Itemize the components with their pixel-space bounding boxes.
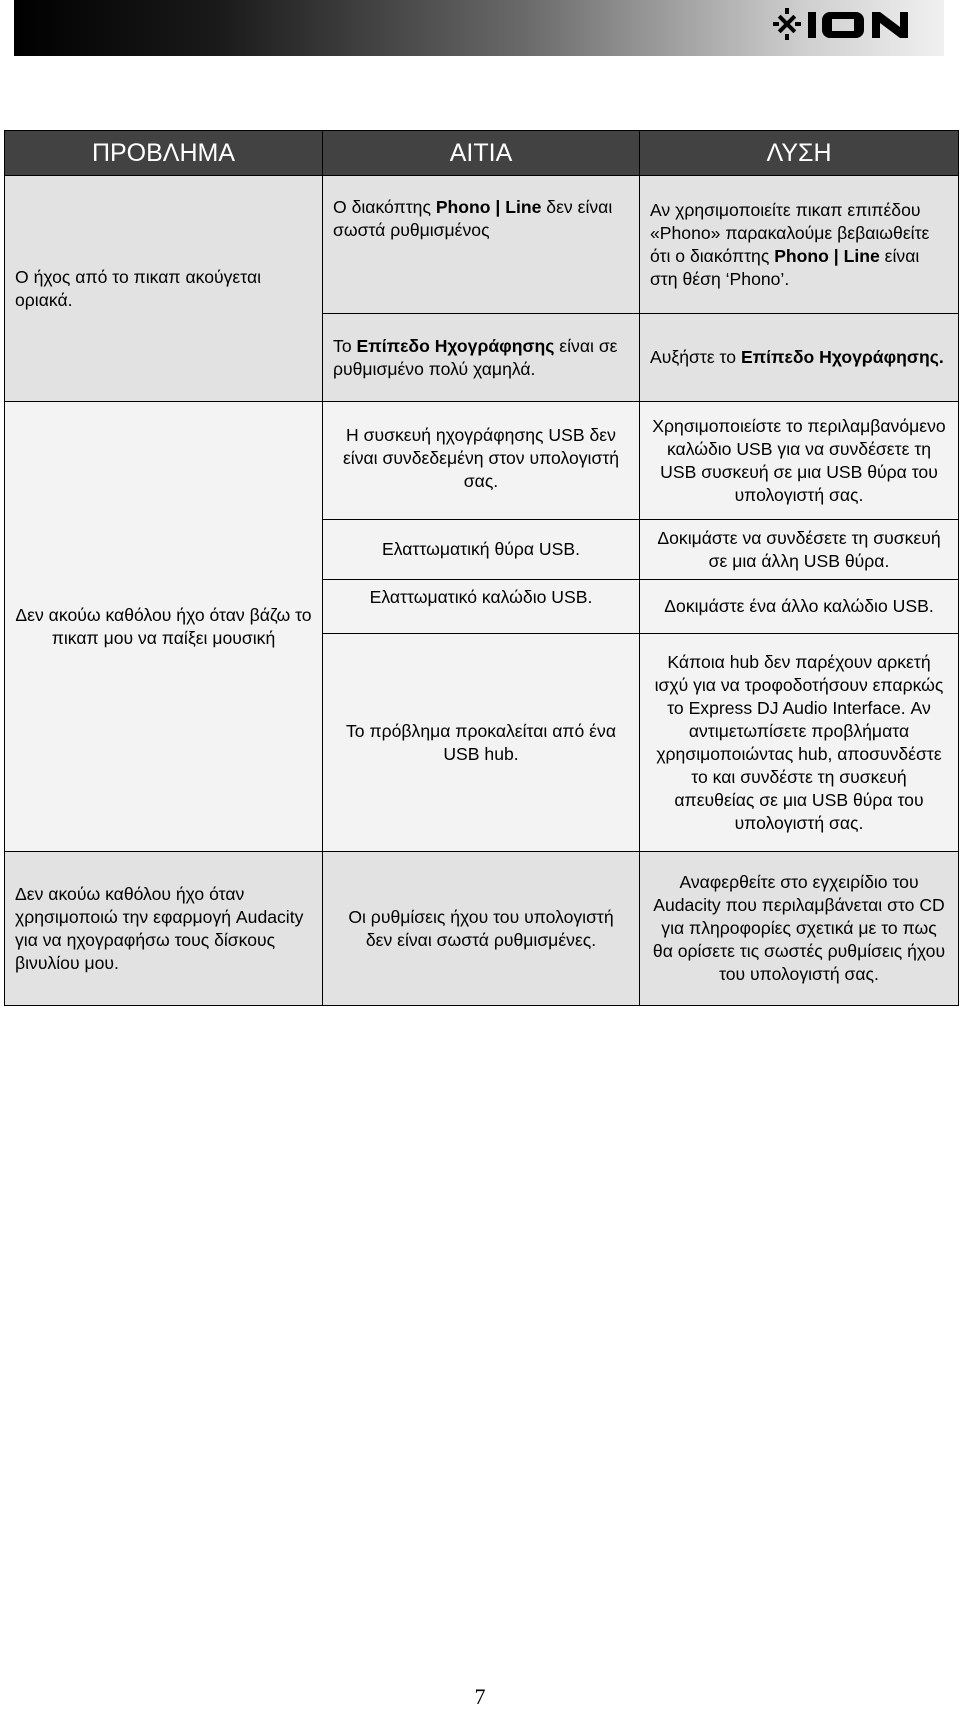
table-row xyxy=(5,402,959,520)
solution-cell: Δοκιμάστε ένα άλλο καλώδιο USB. xyxy=(640,580,959,634)
cause-cell: Ελαττωματικό καλώδιο USB. xyxy=(323,580,640,634)
solution-cell: Αυξήστε το Επίπεδο Ηχογράφησης. xyxy=(640,314,959,402)
solution-cell: Χρησιμοποιείστε το περιλαμβανόμενο καλώδιο USB για να συνδέσετε τη USB συσκευή σε μια USB θύρα του υπολογιστή σας. xyxy=(640,402,959,520)
solution-cell: Αν χρησιμοποιείτε πικαπ επιπέδου «Phono» παρακαλούμε βεβαιωθείτε ότι ο διακόπτης Phono | Line είναι στη θέση ‘Phono’. xyxy=(640,176,959,314)
header-banner xyxy=(14,0,944,56)
problem-cell: Δεν ακούω καθόλου ήχο όταν βάζω το πικαπ μου να παίξει μουσική xyxy=(5,402,323,852)
problem-cell: Ο ήχος από το πικαπ ακούγεται οριακά. xyxy=(5,176,323,402)
header-cause: ΑΙΤΙΑ xyxy=(323,131,640,176)
cause-cell: Το πρόβλημα προκαλείται από ένα USB hub. xyxy=(323,634,640,852)
cause-cell: Η συσκευή ηχογράφησης USB δεν είναι συνδεδεμένη στον υπολογιστή σας. xyxy=(323,402,640,520)
cause-cell: Το Επίπεδο Ηχογράφησης είναι σε ρυθμισμένο πολύ χαμηλά. xyxy=(323,314,640,402)
ion-logo xyxy=(768,2,928,54)
cause-cell: Οι ρυθμίσεις ήχου του υπολογιστή δεν είναι σωστά ρυθμισμένες. xyxy=(323,852,640,1006)
troubleshooting-table xyxy=(4,130,959,1006)
solution-cell: Δοκιμάστε να συνδέσετε τη συσκευή σε μια άλλη USB θύρα. xyxy=(640,520,959,580)
page-number: 7 xyxy=(474,1684,486,1709)
table-row xyxy=(5,176,959,314)
solution-cell: Κάποια hub δεν παρέχουν αρκετή ισχύ για να τροφοδοτήσουν επαρκώς το Express DJ Audio Interface. Αν αντιμετωπίσετε προβλήματα χρησιμοποιώντας hub, αποσυνδέστε το και συνδέστε τη συσκευή απευθείας σε μια USB θύρα του υπολογιστή σας. xyxy=(640,634,959,852)
table-row xyxy=(5,852,959,1006)
solution-cell: Αναφερθείτε στο εγχειρίδιο του Audacity που περιλαμβάνεται στο CD για πληροφορίες σχετικά με το πως θα ορίσετε τις σωστές ρυθμίσεις ήχου του υπολογιστή σας. xyxy=(640,852,959,1006)
problem-cell: Δεν ακούω καθόλου ήχο όταν χρησιμοποιώ την εφαρμογή Audacity για να ηχογραφήσω τους δίσκους βινυλίου μου. xyxy=(5,852,323,1006)
table-header-row xyxy=(5,131,959,176)
cause-cell: Ο διακόπτης Phono | Line δεν είναι σωστά ρυθμισμένος xyxy=(323,176,640,314)
header-problem: ΠΡΟΒΛΗΜΑ xyxy=(5,131,323,176)
cause-cell: Ελαττωματική θύρα USB. xyxy=(323,520,640,580)
header-solution: ΛΥΣΗ xyxy=(640,131,959,176)
